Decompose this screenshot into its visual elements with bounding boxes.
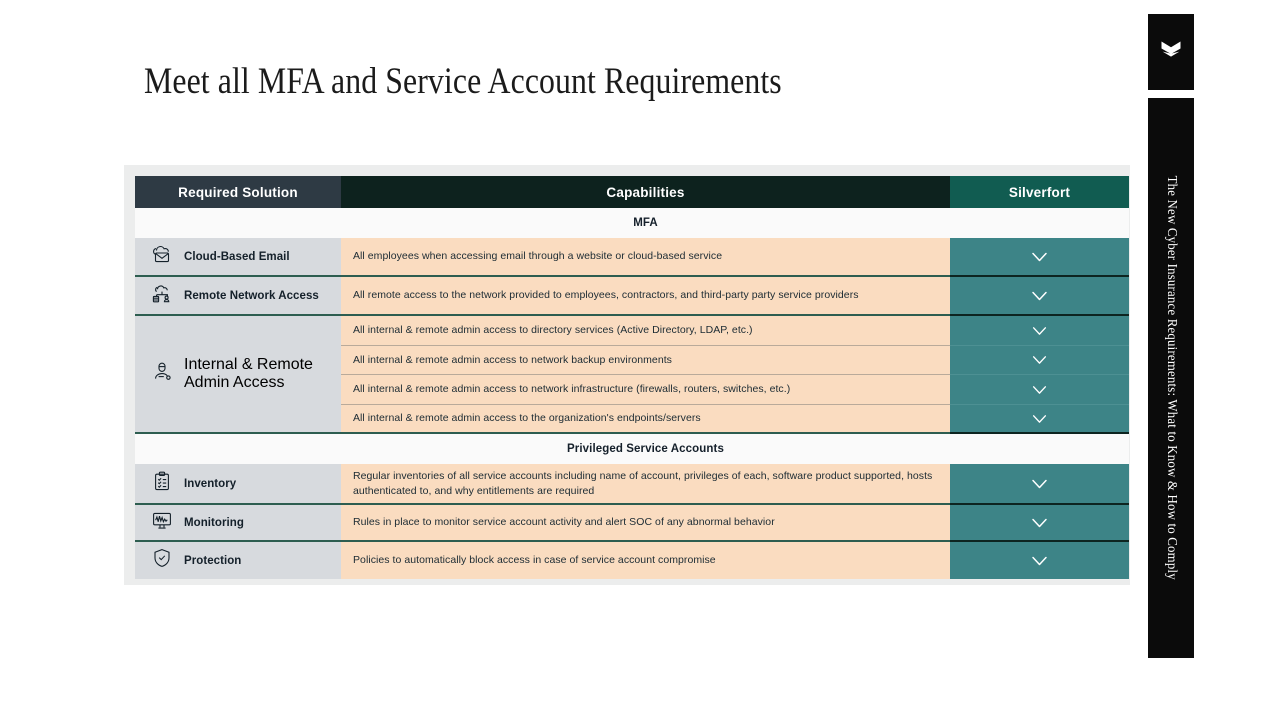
table-header-row — [135, 176, 1129, 208]
silverfort-check-cell — [950, 316, 1129, 346]
table-row — [135, 238, 1129, 277]
check-icon — [1030, 409, 1049, 428]
capability-text: Regular inventories of all service accounts including name of account, privileges of each, software product supported, hosts authenticated to, and why entitlements are required — [353, 470, 933, 497]
silverfort-check-cell — [950, 277, 1129, 316]
table-row — [135, 277, 1129, 316]
solution-label: Cloud-Based Email — [184, 250, 290, 263]
section-label-mfa: MFA — [633, 217, 658, 229]
solution-cell-internal-remote-admin-access — [135, 316, 341, 434]
capability-cell — [341, 238, 950, 277]
capability-cell — [341, 316, 950, 346]
silverfort-logo — [1158, 37, 1184, 68]
capability-text: All internal & remote admin access to the organization's endpoints/servers — [353, 412, 701, 424]
capability-text: All internal & remote admin access to directory services (Active Directory, LDAP, etc.) — [353, 324, 753, 336]
capability-cell — [341, 405, 950, 435]
admin-user-icon — [149, 359, 175, 390]
sidebar-vertical-title-panel — [1148, 98, 1194, 658]
shield-check-icon — [149, 545, 175, 576]
table-subrow — [341, 316, 1129, 346]
capability-text: All internal & remote admin access to network backup environments — [353, 353, 672, 366]
table-subrow — [341, 405, 1129, 435]
capability-text: All remote access to the network provided to employees, contractors, and third-party party service providers — [353, 289, 859, 302]
silverfort-check-cell — [950, 464, 1129, 505]
silverfort-check-cell — [950, 542, 1129, 579]
capability-text: All employees when accessing email through a website or cloud-based service — [353, 250, 723, 263]
remote-network-icon — [149, 280, 175, 311]
capability-cell — [341, 505, 950, 542]
silverfort-check-cell — [950, 505, 1129, 542]
table-subrow — [341, 346, 1129, 376]
solution-label: Internal & Remote Admin Access — [184, 356, 313, 391]
solution-cell-protection — [135, 542, 341, 579]
sidebar-vertical-title: The New Cyber Insurance Requirements: What to Know & How to Comply — [1164, 175, 1179, 581]
sidebar-logo-panel — [1148, 14, 1194, 90]
solution-label: Remote Network Access — [184, 289, 319, 302]
section-header-privileged-service-accounts — [135, 434, 1129, 464]
capability-cell — [341, 277, 950, 316]
requirements-table — [135, 176, 1129, 572]
check-icon — [1030, 350, 1049, 369]
solution-cell-monitoring — [135, 505, 341, 542]
table-row — [135, 542, 1129, 579]
capability-cell — [341, 346, 950, 376]
monitor-waveform-icon — [149, 507, 175, 538]
silverfort-check-cell — [950, 405, 1129, 435]
solution-cell-remote-network-access — [135, 277, 341, 316]
cloud-email-icon — [149, 241, 175, 272]
solution-cell-inventory — [135, 464, 341, 505]
check-icon — [1029, 550, 1050, 571]
solution-label: Monitoring — [184, 516, 244, 529]
check-icon — [1029, 512, 1050, 533]
table-row-group-admin-access — [135, 316, 1129, 434]
column-header-silverfort: Silverfort — [950, 176, 1129, 208]
solution-label: Protection — [184, 554, 242, 567]
table-row — [135, 505, 1129, 542]
solution-label: Inventory — [184, 477, 237, 490]
capability-text: Policies to automatically block access in case of service account compromise — [353, 554, 716, 567]
section-header-mfa — [135, 208, 1129, 238]
capability-cell — [341, 464, 950, 505]
capability-cell — [341, 375, 950, 405]
capability-text: All internal & remote admin access to network infrastructure (firewalls, routers, switches, etc.) — [353, 383, 791, 395]
table-subrow — [341, 375, 1129, 405]
capability-text: Rules in place to monitor service account activity and alert SOC of any abnormal behavior — [353, 516, 775, 529]
requirements-table-frame — [124, 165, 1130, 585]
section-label-privileged-service-accounts: Privileged Service Accounts — [567, 443, 724, 455]
check-icon — [1030, 380, 1049, 399]
page-title: Meet all MFA and Service Account Requirements — [144, 61, 782, 102]
clipboard-checklist-icon — [149, 468, 175, 499]
silverfort-check-cell — [950, 346, 1129, 376]
check-icon — [1029, 285, 1050, 306]
table-row — [135, 464, 1129, 505]
admin-access-subrows — [341, 316, 1129, 434]
column-header-capabilities: Capabilities — [341, 176, 950, 208]
solution-cell-cloud-based-email — [135, 238, 341, 277]
check-icon — [1030, 321, 1049, 340]
check-icon — [1029, 246, 1050, 267]
check-icon — [1029, 473, 1050, 494]
silverfort-check-cell — [950, 238, 1129, 277]
column-header-required-solution: Required Solution — [135, 176, 341, 208]
silverfort-check-cell — [950, 375, 1129, 405]
capability-cell — [341, 542, 950, 579]
